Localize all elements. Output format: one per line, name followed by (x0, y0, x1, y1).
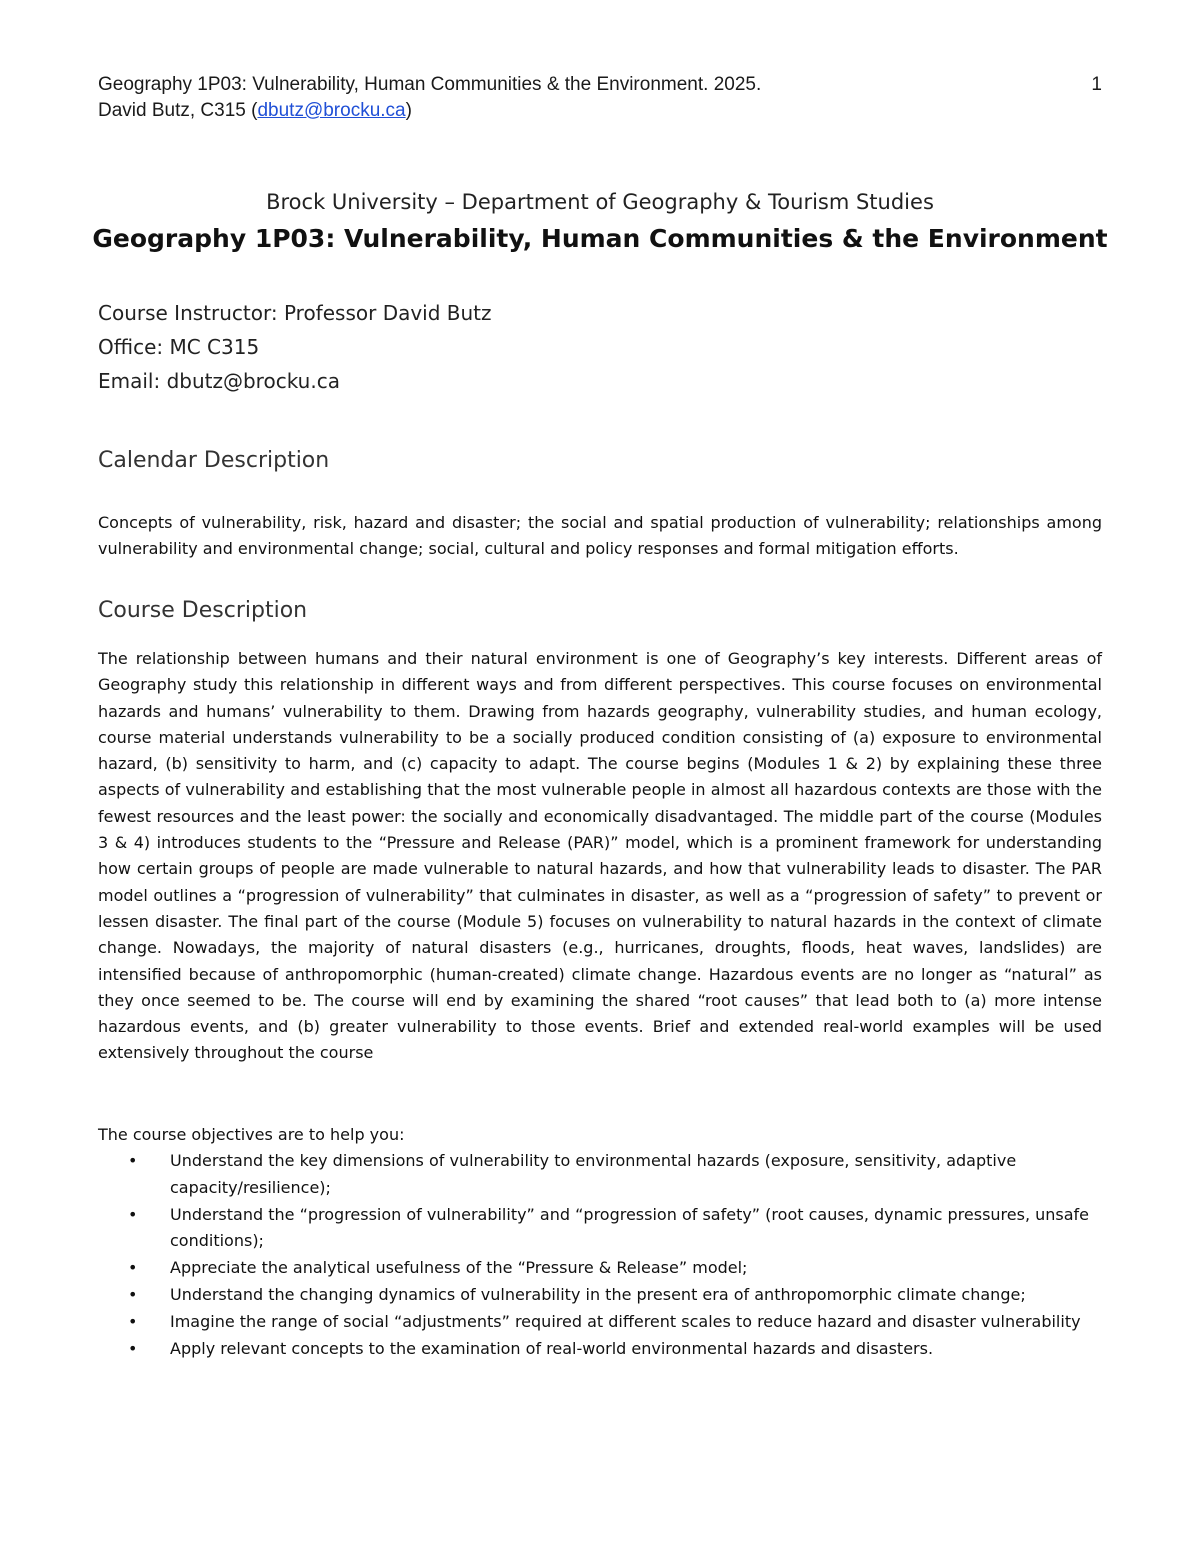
header-author-suffix: ) (405, 100, 412, 121)
header-author-line (98, 98, 1102, 124)
list-item (98, 1255, 1102, 1282)
instructor-info (98, 296, 492, 398)
calendar-description-heading: Calendar Description (98, 448, 330, 473)
course-description-text: The relationship between humans and their natural environment is one of Geography’s key interests. Different areas of Geography study this relationship in different ways and from different perspectives. This course focuses on environmental hazards and humans’ vulnerability to them. Drawing from hazards geography, vulnerability studies, and human ecology, course material understands vulnerability to be a socially produced condition consisting of (a) exposure to environmental hazard, (b) sensitivity to harm, and (c) capacity to adapt. The course begins (Modules 1 & 2) by explaining these three aspects of vulnerability and establishing that the most vulnerable people in almost all hazardous contexts are those with the fewest resources and the least power: the socially and economically disadvantaged. The middle part of the course (Modules 3 & 4) introduces students to the “Pressure and Release (PAR)” model, which is a prominent framework for understanding how certain groups of people are made vulnerable to natural hazards, and how that vulnerability leads to disaster. The PAR model outlines a “progression of vulnerability” that culminates in disaster, as well as a “progression of safety” to prevent or lessen disaster. The final part of the course (Module 5) focuses on vulnerability to natural hazards in the context of climate change. Nowadays, the majority of natural disasters (e.g., hurricanes, droughts, floods, heat waves, landslides) are intensified because of anthropomorphic (human-created) climate change. Hazardous events are no longer as “natural” as they once seemed to be. The course will end by examining the shared “root causes” that lead both to (a) more intense hazardous events, and (b) greater vulnerability to those events. Brief and extended real-world examples will be used extensively throughout the course (98, 649, 1102, 1063)
office-line: Office: MC C315 (98, 335, 260, 359)
bullet-icon: • (128, 1258, 138, 1277)
objective-text: Understand the “progression of vulnerability” and “progression of safety” (root causes, dynamic pressures, unsafe conditions); (170, 1204, 1090, 1250)
header-course-line: Geography 1P03: Vulnerability, Human Communities & the Environment. 2025. (98, 74, 762, 95)
objectives-intro: The course objectives are to help you: (98, 1125, 405, 1144)
bullet-icon: • (128, 1285, 138, 1304)
bullet-icon: • (128, 1151, 138, 1170)
instructor-line: Course Instructor: Professor David Butz (98, 301, 492, 325)
list-item (98, 1336, 1102, 1363)
bullet-icon: • (128, 1339, 138, 1358)
header-email-link[interactable]: dbutz@brocku.ca (257, 100, 406, 121)
course-description-heading: Course Description (98, 598, 308, 623)
header-author-prefix: David Butz, C315 ( (98, 100, 258, 121)
list-item (98, 1282, 1102, 1309)
objective-text: Appreciate the analytical usefulness of the “Pressure & Release” model; (170, 1258, 748, 1277)
page-number: 1 (1091, 74, 1102, 95)
bullet-icon: • (128, 1312, 138, 1331)
list-item (98, 1148, 1102, 1201)
objectives-list (98, 1148, 1102, 1363)
list-item (98, 1309, 1102, 1336)
email-line: Email: dbutz@brocku.ca (98, 369, 340, 393)
bullet-icon: • (128, 1204, 138, 1224)
page-header (98, 72, 1102, 124)
objective-text: Understand the changing dynamics of vulnerability in the present era of anthropomorphic climate change; (170, 1285, 1026, 1304)
objective-text: Understand the key dimensions of vulnerability to environmental hazards (exposure, sensitivity, adaptive capacity/resilience); (170, 1151, 1017, 1197)
objective-text: Apply relevant concepts to the examination of real-world environmental hazards and disasters. (170, 1339, 934, 1358)
calendar-description-text: Concepts of vulnerability, risk, hazard and disaster; the social and spatial production of vulnerability; relationships among vulnerability and environmental change; social, cultural and policy responses and formal mitigation efforts. (98, 513, 1102, 559)
course-title: Geography 1P03: Vulnerability, Human Communities & the Environment (92, 224, 1108, 253)
department-line: Brock University – Department of Geography & Tourism Studies (266, 190, 934, 214)
list-item (98, 1202, 1102, 1255)
objective-text: Imagine the range of social “adjustments” required at different scales to reduce hazard and disaster vulnerability (170, 1312, 1081, 1331)
